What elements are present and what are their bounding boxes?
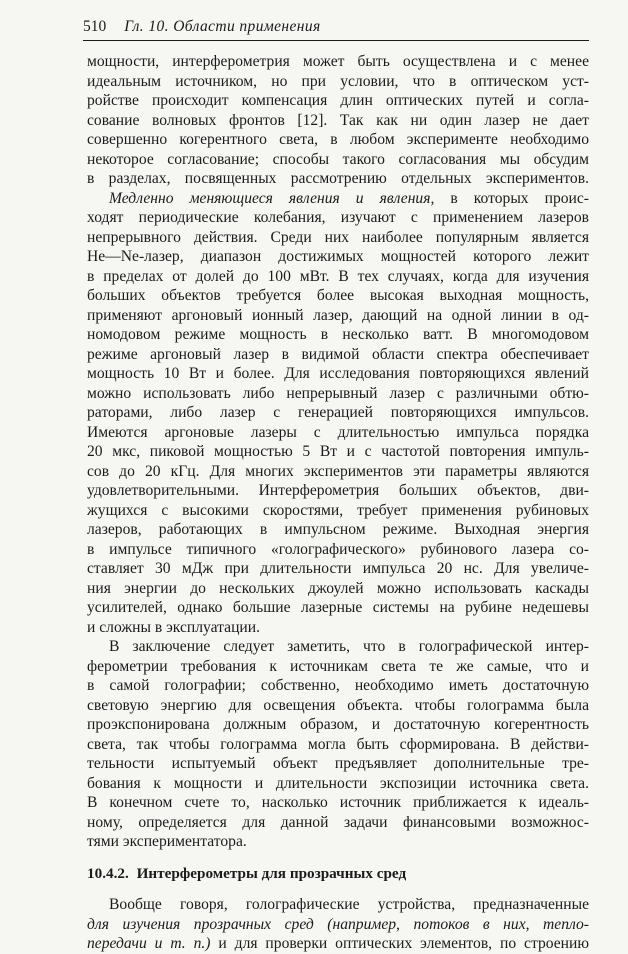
page-number: 510 (83, 18, 107, 35)
text-line: бования к мощности и длительности экспозиции источника света. (87, 774, 589, 792)
italic-phrase: для изучения прозрачных сред (87, 915, 314, 933)
running-header (83, 18, 589, 41)
section-number: 10.4.2. (87, 864, 129, 882)
line-rest: и для проверки оптических элементов, по строению (210, 935, 589, 952)
text-line: в импульсе типичного «голографического» рубинового лазера со- (87, 540, 589, 558)
text-line: проэкспонирована должным образом, и достаточную когерентность (87, 716, 589, 733)
text-line: в самой голографии; собственно, необходимо иметь достаточную (87, 677, 589, 694)
paragraph-1 (87, 52, 589, 189)
text-line: В заключение следует заметить, что в голографической интер- (109, 638, 589, 655)
italic-lead: Медленно меняющиеся явления и явления, (109, 189, 435, 207)
text-line: мощности, интерферометрия может быть осуществлена и с менее (87, 53, 589, 70)
text-line: можно использовать либо непрерывный лазер с различными обтю- (87, 384, 589, 402)
line-rest: в которых проис- (434, 189, 589, 207)
text-line: В конечном счете то, насколько источник приближается к идеаль- (87, 794, 589, 811)
text-line: тями экспериментатора. (87, 833, 247, 850)
text-line: He—Ne-лазер, диапазон достижимых мощностей которого лежит (87, 248, 589, 265)
text-line: ния энергии до нескольких джоулей можно использовать каскады (87, 579, 589, 597)
text-line: тельности испытуемый объект предъявляет дополнительные тре- (87, 755, 589, 772)
text-line: ному, определяется для данной задачи финансовыми возможнос- (87, 813, 589, 831)
text-line: сов до 20 кГц. Для многих экспериментов эти параметры являются (87, 462, 589, 480)
text-line: лазеров, работающих в импульсном режиме. Выходная энергия (87, 521, 589, 538)
text-line: номодовом режиме мощность в несколько ватт. В многомодовом (87, 326, 589, 343)
text-line: Имеются аргоновые лазеры с длительностью импульса порядка (87, 423, 589, 441)
chapter-title: Гл. 10. Области применения (124, 18, 321, 35)
text-line: непрерывного действия. Среди них наиболее популярным является (87, 228, 589, 246)
text-line: ставляет 30 мДж при длительности импульса 20 нс. Для увеличе- (87, 560, 589, 577)
text-line: удовлетворительными. Интерферометрия больших объектов, дви- (87, 482, 589, 499)
text-line: света, так чтобы голограмма могла быть сформирована. В действи- (87, 735, 589, 753)
text-line: совершенно когерентного света, в любом эксперименте необходимо (87, 131, 589, 148)
text-line: ходят периодические колебания, изучают с применением лазеров (87, 209, 589, 226)
text-line: усилителей, однако большие лазерные системы на рубине недешевы (87, 599, 589, 616)
paragraph-3 (87, 637, 589, 852)
text-line (87, 915, 589, 935)
text-line: ферометрии требования к источникам света те же самые, что и (87, 657, 589, 675)
text-line: жущихся с высокими скоростями, требует применения рубиновых (87, 501, 589, 519)
text-line: применяют аргоновый ионный лазер, дающий на одной линии в од- (87, 306, 589, 324)
text-line (87, 189, 589, 209)
text-line: мощность 10 Вт и более. Для исследования повторяющихся явлений (87, 365, 589, 382)
text-line: световую энергию для освещения объекта. чтобы голограмма была (87, 696, 589, 714)
italic-phrase: передачи и т. п.) (87, 935, 211, 952)
paragraph-2 (87, 189, 589, 638)
paragraph-4 (87, 895, 589, 954)
text-line: в разделах, посвященных рассмотрению отдельных экспериментов. (87, 170, 589, 187)
text-line: раторами, либо лазер с генерацией повторяющихся импульсов. (87, 404, 589, 421)
text-line: режиме аргоновый лазер в видимой области спектра обеспечивает (87, 345, 589, 363)
text-line: в пределах от долей до 100 мВт. В тех случаях, когда для изучения (87, 267, 589, 285)
section-title: Интерферометры для прозрачных сред (136, 864, 407, 882)
text-line: сование волновых фронтов [12]. Так как ни один лазер не дает (87, 111, 589, 129)
text-line: ройстве происходит компенсация длин оптических путей и согла- (87, 92, 589, 109)
text-line: и сложны в эксплуатации. (87, 618, 261, 636)
text-line: некоторое согласование; способы такого согласования мы обсудим (87, 150, 589, 168)
italic-phrase: (например, потоков в них, тепло- (313, 915, 589, 933)
text-line: идеальным источником, но при условии, что в оптическом уст- (87, 72, 589, 90)
text-line: 20 мкс, пиковой мощностью 5 Вт и с частотой повторения импуль- (87, 443, 589, 460)
text-line: больших объектов требуется более высокая выходная мощность, (87, 287, 589, 304)
text-line: Вообще говоря, голографические устройства, предназначенные (109, 896, 589, 913)
body-text (87, 52, 589, 954)
section-heading (87, 864, 589, 884)
text-line (87, 934, 589, 954)
